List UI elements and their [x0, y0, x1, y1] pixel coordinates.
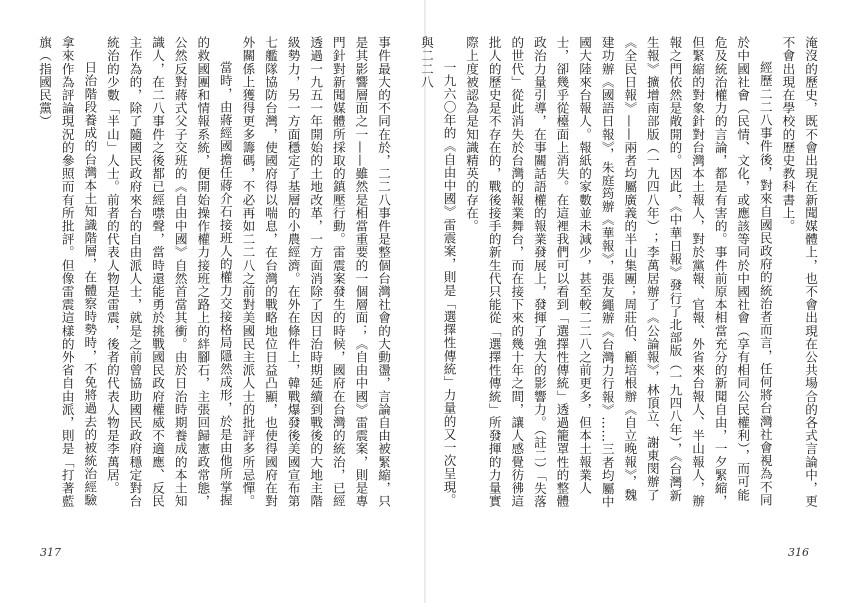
paragraph: 事件最大的不同在於，二二八事件是整個台灣社會的大動盪，言論自由被緊縮，只是其影響層面之一——雖然是相當重要的一個層面；《自由中國》雷震案，則是專門針對新聞媒體所採取的鎮壓行動。雷震案發生的時候，國府在台灣的統治，已經透過一九五一年開始的土地改革，一方面消除了因日治時期延續到戰後的大地主階級勢力，另一方面穩定了基層的小農經濟。在外在條件上，韓戰爆發後美國宣布第七艦隊協防台灣，使國府得以喘息，在台灣的戰略地位日益凸顯，也使得國府在對外關係上獲得更多籌碼，不必再如二二八之前對美國民主派人士的批評多所忌憚。 — [240, 36, 391, 508]
page-number: 317 — [40, 546, 61, 559]
paragraph: 淹沒的歷史，既不會出現在新聞媒體上，也不會出現在公共場合的各式言論中，更不會出現在學校的歷史教科書上。 — [780, 36, 818, 508]
paragraph: 經歷二二八事件後，對來自國民政府的統治者而言，任何將台灣社會視為不同於中國社會（民情、文化，或應該等同於中國社會（享有相同公民權利），而可能危及統治權力的言論，都是有害的。事件前原本相當充分的新聞自由，一夕緊縮，但緊縮的對象針對台灣本土報人，對於黨報、官報、外省來台報人、半山報人，辦報之門依然是敞開的。因此，《中華日報》發行了北部版（一九四八年），《台灣新生報》擴增南部版（一九四八年）；李萬居辦了《公論報》，林頂立、謝東閔辦了《全民日報》——兩者均屬廣義的半山集團；周莊伯、顧培根辦《自立晚報》，魏建功辦《國語日報》，朱庭筠辦《華報》，張友繩辦《台灣力行報》……三者均屬中國大陸來台報人。報紙的家數並未減少，甚至較二二八之前更多，但本土報業人士，卻幾乎從檯面上消失。在這裡我們可以看到「選擇性傳統」透過籠罩性的整體政治力量引導，在事關話語權的報業發展上，發揮了強大的影響力。（註二）「失落的世代」從此消失於台灣的報業舞台，而在接下來的幾十年之間，讓人感覺彷彿這批人的歷史是不存在的，戰後接手的新生代只能從「選擇性傳統」所發揮的力量實際上度被認為是知識精英的存在。 — [464, 36, 773, 509]
page-number: 316 — [788, 546, 809, 559]
right-page — [418, 0, 850, 603]
left-page-text — [37, 36, 394, 510]
right-page-text — [418, 36, 821, 510]
paragraph: 一九六〇年的《自由中國》雷震案，則是「選擇性傳統」力量的又一次呈現。與二二八 — [418, 36, 457, 507]
paragraph: 當時，由蔣經國擔任蔣介石接班人的權力交接格局隱然成形，於是由他所掌握的救國團和情報系統，便開始操作權力接班之路上的絆腳石，主張回歸憲政常態，公然反對蔣式父子交班的《自由中國》自然首當其衝。由於日治時期養成的本土知識人，在二八事件之後都已經噤聲，當時還能勇於挑戰國民政府權威不適應、反民主作為的，除了隨國民政府來台的自由派人士，就是之前曾協助國民政府穩定對台統治的少數「半山」人士。前者的代表人物是雷震，後者的代表人物是李萬居。 — [104, 36, 233, 508]
paragraph: 日治階段養成的台灣本土知識階層，在體察時勢時，不免將過去的被統治經驗拿來作為評論現況的參照而有所批評。但像雷震這樣的外省自由派，則是「打著藍旗（指國民黨） — [37, 36, 98, 508]
